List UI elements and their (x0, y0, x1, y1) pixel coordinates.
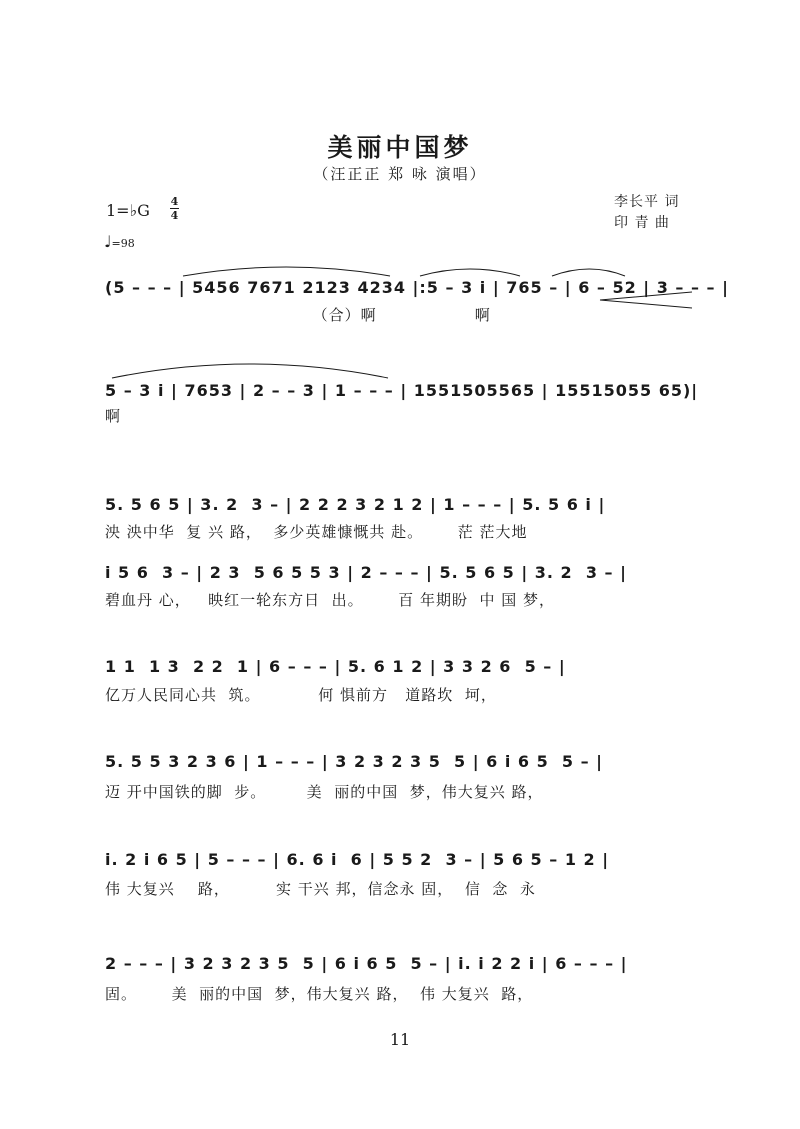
music-line-8: 2 – – – | 3 2 3 2 3 5 5 | 6 i 6 5 5 – | i. i 2 2 i | 6 – – – | (105, 954, 628, 973)
slur-chorus-b (552, 269, 625, 276)
lyric-line-8: 固。 美 丽的中国 梦，伟大复兴 路， 伟 大复兴 路， (105, 985, 534, 1003)
music-line-3: 5. 5 6 5 | 3. 2 3 – | 2 2 2 3 2 1 2 | 1 – – – | 5. 5 6 i | (105, 495, 606, 514)
decrescendo-hairpin (600, 292, 692, 308)
lyricist-credit: 李长平 词 (614, 194, 680, 210)
time-signature-bottom: 4 (170, 209, 179, 222)
song-subtitle: （汪正正 郑 咏 演唱） (313, 165, 487, 183)
key-signature: 1=♭G (106, 201, 150, 220)
slur-intro (183, 267, 390, 276)
page-number: 11 (389, 1030, 411, 1049)
lyric-line-5: 亿万人民同心共 筑。 何 惧前方 道路坎 坷， (105, 686, 497, 704)
music-line-7: i. 2 i 6 5 | 5 – – – | 6. 6 i 6 | 5 5 2 3 – | 5 6 5 – 1 2 | (105, 850, 610, 869)
lyric-line-6: 迈 开中国铁的脚 步。 美 丽的中国 梦，伟大复兴 路， (105, 783, 544, 801)
music-line-1: (5 – – – | 5456 7671 2123 4234 |:5 – 3 i | 765 – | 6 – 52 | 3 – – – | (105, 278, 729, 297)
music-line-4: i 5 6 3 – | 2 3 5 6 5 5 3 | 2 – – – | 5. 5 6 5 | 3. 2 3 – | (105, 563, 627, 582)
music-line-2: 5 – 3 i | 7653 | 2 – – 3 | 1 – – – | 1551505565 | 15515055 65)| (105, 381, 699, 400)
tempo-value: =98 (111, 237, 135, 250)
music-line-5: 1 1 1 3 2 2 1 | 6 – – – | 5. 6 1 2 | 3 3 2 6 5 – | (105, 657, 566, 676)
lyric-line-1: （合）啊 啊 (105, 306, 491, 324)
lyric-line-3: 泱 泱中华 复 兴 路， 多少英雄慷慨共 赴。 茫 茫大地 (105, 523, 528, 541)
composer-credit: 印 青 曲 (614, 215, 670, 231)
lyric-line-4: 碧血丹 心， 映红一轮东方日 出。 百 年期盼 中 国 梦， (105, 591, 556, 609)
slur-chorus-a (420, 269, 520, 276)
lyric-line-2: 啊 (105, 407, 122, 425)
music-line-6: 5. 5 5 3 2 3 6 | 1 – – – | 3 2 3 2 3 5 5 | 6 i 6 5 5 – | (105, 752, 603, 771)
time-signature-top: 4 (170, 195, 179, 208)
song-title: 美丽中国梦 (327, 133, 473, 162)
tempo-note-icon: ♩ (104, 232, 112, 251)
lyric-line-7: 伟 大复兴 路， 实 干兴 邦，信念永 固， 信 念 永 (105, 880, 536, 898)
slur-line-2 (112, 364, 388, 378)
